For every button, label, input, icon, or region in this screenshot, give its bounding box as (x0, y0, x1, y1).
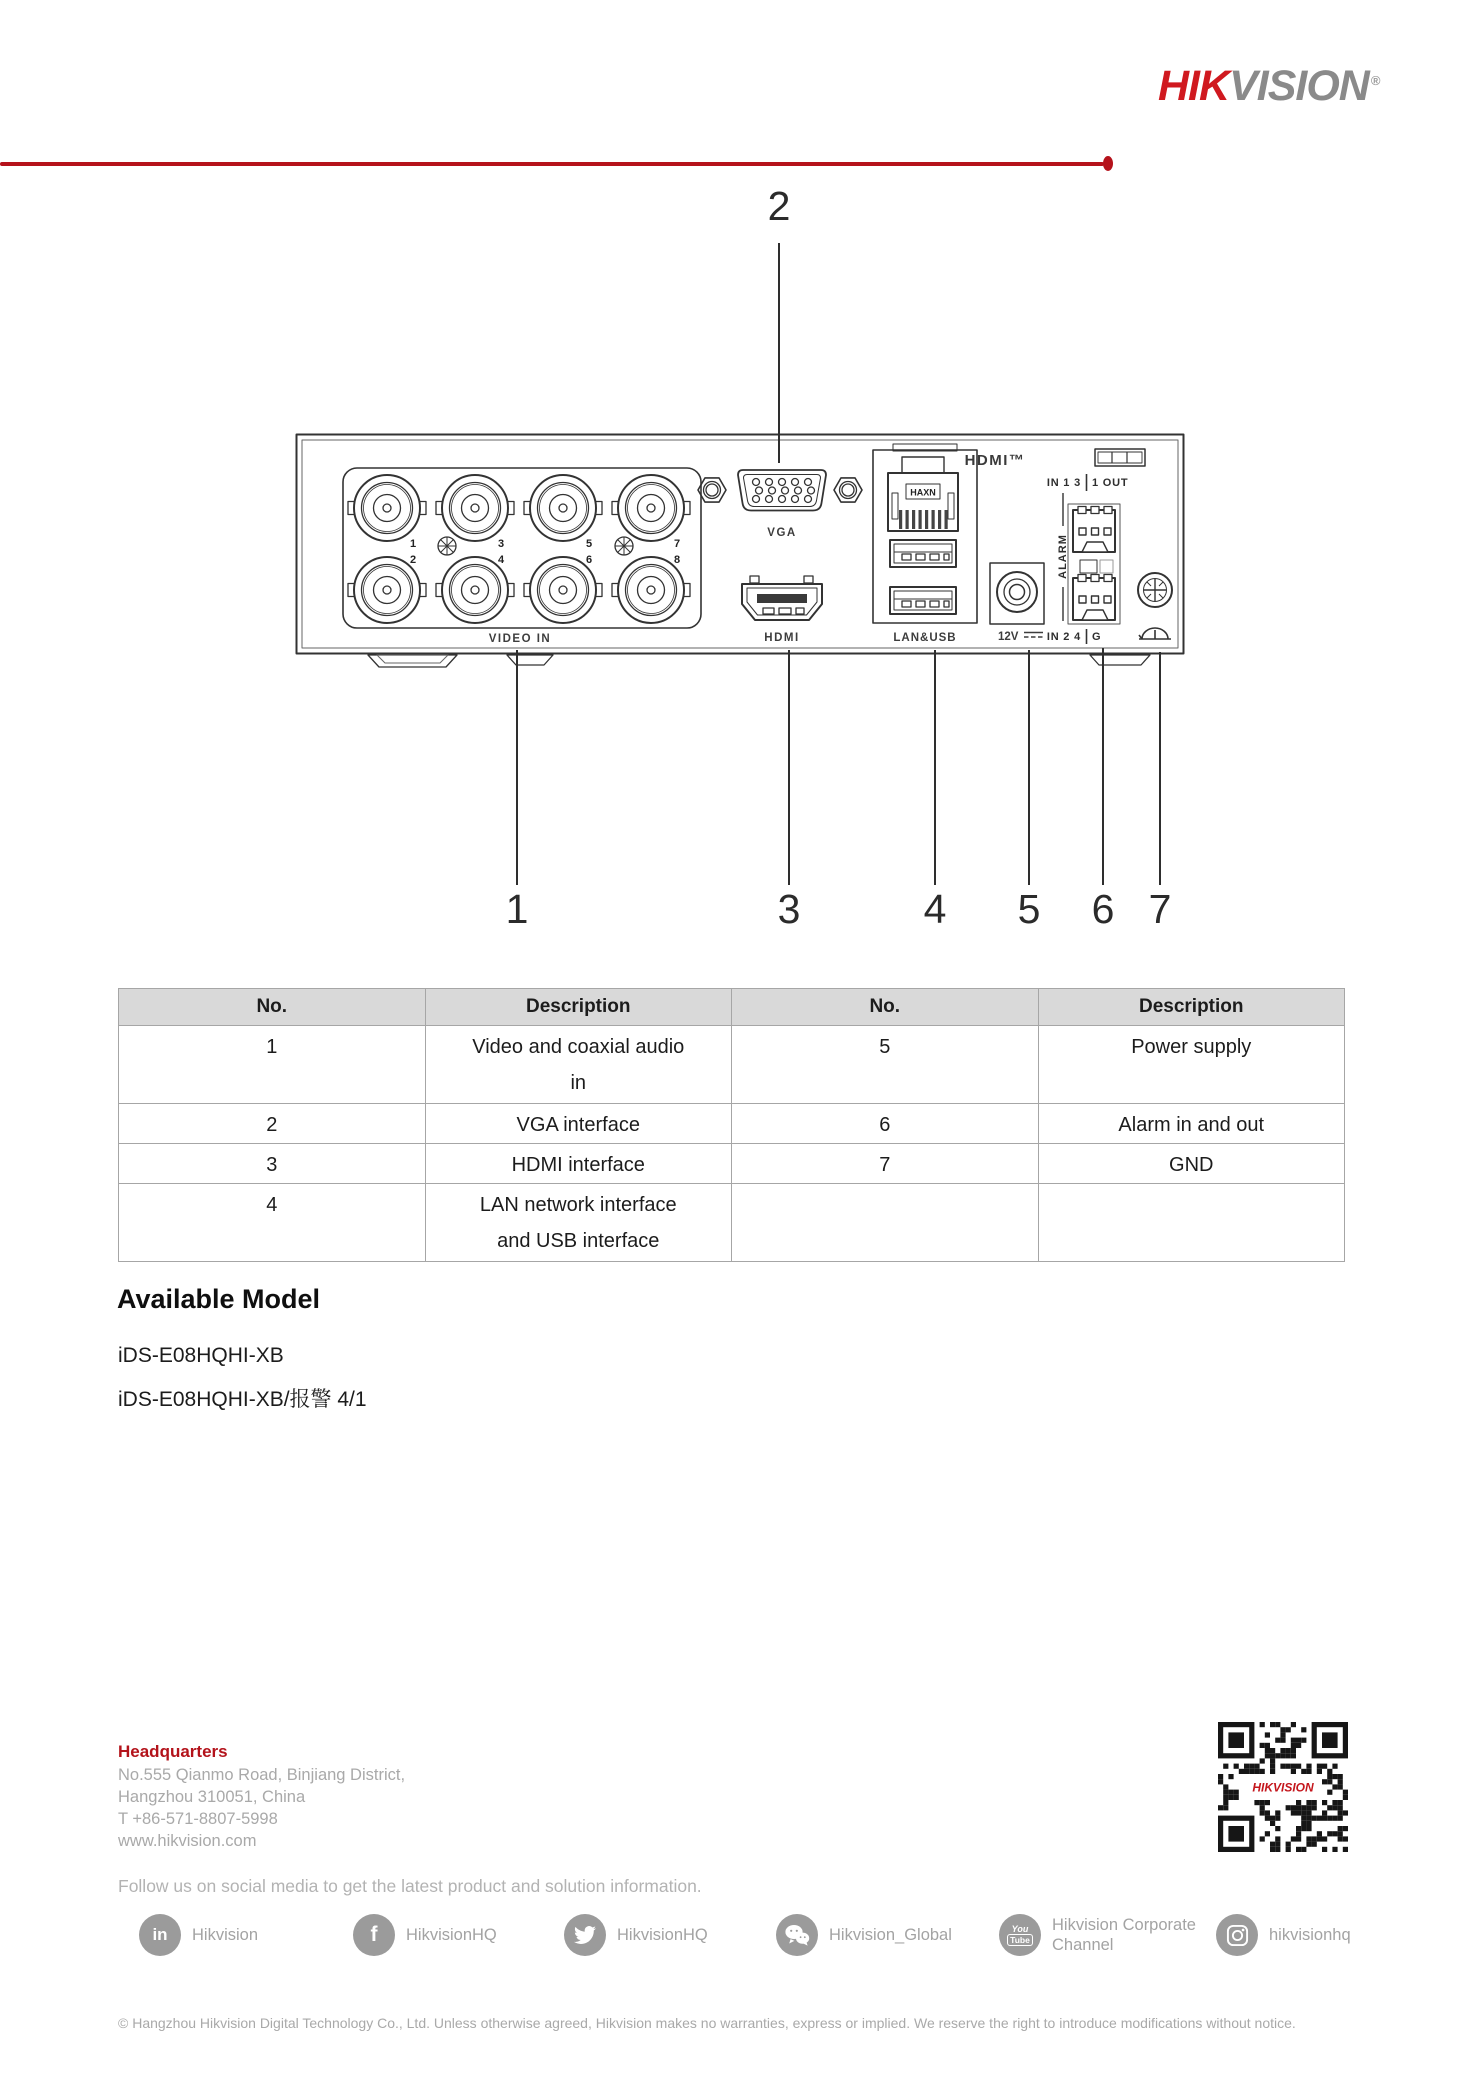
table-cell (1038, 1184, 1345, 1262)
available-model-heading: Available Model (117, 1284, 321, 1314)
qr-center-logo: HIKVISION (1252, 1780, 1314, 1795)
qr-code (1218, 1722, 1348, 1852)
svg-text:7: 7 (673, 538, 681, 550)
hdmi-port-label: HDMI (764, 632, 800, 644)
youtube-icon: You Tube (999, 1914, 1041, 1956)
svg-text:4: 4 (497, 554, 505, 566)
callout-line-3 (788, 650, 790, 885)
table-cell: 6 (732, 1104, 1039, 1144)
svg-text:3: 3 (497, 538, 505, 550)
table-cell: 4 (119, 1184, 426, 1262)
table-header-cell: Description (425, 989, 732, 1026)
hikvision-logo (1158, 62, 1379, 111)
rj45-tag: HAXN (910, 487, 936, 498)
table-header-row (119, 989, 1345, 1026)
callout-number-7: 7 (1148, 886, 1172, 932)
social-link-youtube[interactable] (999, 1914, 1230, 1956)
callout-line-2 (778, 243, 780, 463)
table-row (119, 1184, 1345, 1262)
table-cell: HDMI interface (425, 1144, 732, 1184)
table-cell: VGA interface (425, 1104, 732, 1144)
callout-line-5 (1028, 650, 1030, 885)
social-link-linkedin[interactable] (139, 1914, 258, 1956)
table-cell: Power supply (1038, 1026, 1345, 1104)
rear-panel-diagram (295, 433, 1185, 675)
social-link-twitter[interactable] (564, 1914, 708, 1956)
svg-text:5: 5 (585, 538, 593, 550)
table-header-cell: Description (1038, 989, 1345, 1026)
table-cell (732, 1184, 1039, 1262)
table-cell: LAN network interface and USB interface (425, 1184, 732, 1262)
callout-line-1 (516, 650, 518, 885)
model-name: iDS-E08HQHI-XB (118, 1344, 284, 1367)
alarm-label: ALARM (1057, 534, 1069, 579)
logo-hik: HIK (1158, 62, 1230, 110)
chassis-foot (368, 655, 457, 667)
callout-line-7 (1159, 652, 1161, 885)
facebook-icon: f (353, 1914, 395, 1956)
alarm-gnd-label: G (1092, 631, 1102, 643)
table-cell: 3 (119, 1144, 426, 1184)
chassis-foot (507, 655, 553, 665)
wechat-icon (776, 1914, 818, 1956)
copyright-text: © Hangzhou Hikvision Digital Technology Co., Ltd. Unless otherwise agreed, Hikvision makes no warranties, express or implied. We reserve the right to introduce modifications without notice. (118, 2015, 1296, 2031)
alarm-in-top-label: IN 1 3 (1046, 477, 1081, 489)
social-link-instagram[interactable] (1216, 1914, 1351, 1956)
panel-screw-icon (438, 537, 456, 555)
website-link[interactable]: www.hikvision.com (118, 1832, 257, 1850)
interface-table (118, 988, 1345, 1262)
callout-number-3: 3 (777, 886, 801, 932)
social-link-wechat[interactable] (776, 1914, 952, 1956)
table-cell: Alarm in and out (1038, 1104, 1345, 1144)
table-cell: 5 (732, 1026, 1039, 1104)
registered-mark: ® (1370, 72, 1380, 88)
callout-number-4: 4 (923, 886, 947, 932)
table-header-cell: No. (732, 989, 1039, 1026)
callout-number-1: 1 (505, 886, 529, 932)
social-handle: hikvisionhq (1269, 1926, 1351, 1944)
callout-number-2: 2 (767, 183, 791, 229)
table-cell: 1 (119, 1026, 426, 1104)
video-in-label: VIDEO IN (488, 633, 552, 645)
twitter-icon (564, 1914, 606, 1956)
table-header-cell: No. (119, 989, 426, 1026)
headquarters-label: Headquarters (118, 1742, 228, 1761)
alarm-in-bottom-label: IN 2 4 (1046, 631, 1081, 643)
callout-line-6 (1102, 648, 1104, 885)
address-line: Hangzhou 310051, China (118, 1788, 306, 1806)
svg-text:1: 1 (409, 538, 417, 550)
follow-us-text: Follow us on social media to get the latest product and solution information. (118, 1876, 702, 1896)
address-line: No.555 Qianmo Road, Binjiang District, (118, 1766, 406, 1784)
social-handle: HikvisionHQ (617, 1926, 708, 1944)
callout-number-5: 5 (1017, 886, 1041, 932)
hdmi-logo-text: HDMI™ (964, 452, 1026, 469)
table-cell: 7 (732, 1144, 1039, 1184)
model-name: iDS-E08HQHI-XB/报警 4/1 (118, 1388, 367, 1411)
chassis-foot (1090, 655, 1150, 665)
social-link-facebook[interactable] (353, 1914, 497, 1956)
address-line: T +86-571-8807-5998 (118, 1810, 278, 1828)
table-row (119, 1104, 1345, 1144)
social-handle: Hikvision_Global (829, 1926, 952, 1944)
table-row (119, 1026, 1345, 1104)
gnd-screw (1138, 573, 1172, 607)
instagram-icon (1216, 1914, 1258, 1956)
table-cell: 2 (119, 1104, 426, 1144)
linkedin-icon: in (139, 1914, 181, 1956)
header-rule-dot (1103, 156, 1113, 171)
social-handle: Hikvision Corporate Channel (1052, 1916, 1196, 1954)
table-cell: Video and coaxial audio in (425, 1026, 732, 1104)
callout-line-4 (934, 650, 936, 885)
vga-label: VGA (767, 527, 797, 539)
social-handle: Hikvision (192, 1926, 259, 1944)
callout-number-6: 6 (1091, 886, 1115, 932)
panel-screw-icon (615, 537, 633, 555)
alarm-out-top-label: 1 OUT (1092, 477, 1129, 489)
svg-text:2: 2 (409, 554, 417, 566)
svg-text:6: 6 (585, 554, 593, 566)
header-rule-line (0, 162, 1104, 166)
lan-usb-label: LAN&USB (893, 632, 957, 644)
table-row (119, 1144, 1345, 1184)
logo-vision: VISION (1229, 62, 1369, 110)
social-handle: HikvisionHQ (406, 1926, 497, 1944)
power-label: 12V (998, 631, 1019, 643)
svg-text:8: 8 (673, 554, 681, 566)
table-cell: GND (1038, 1144, 1345, 1184)
